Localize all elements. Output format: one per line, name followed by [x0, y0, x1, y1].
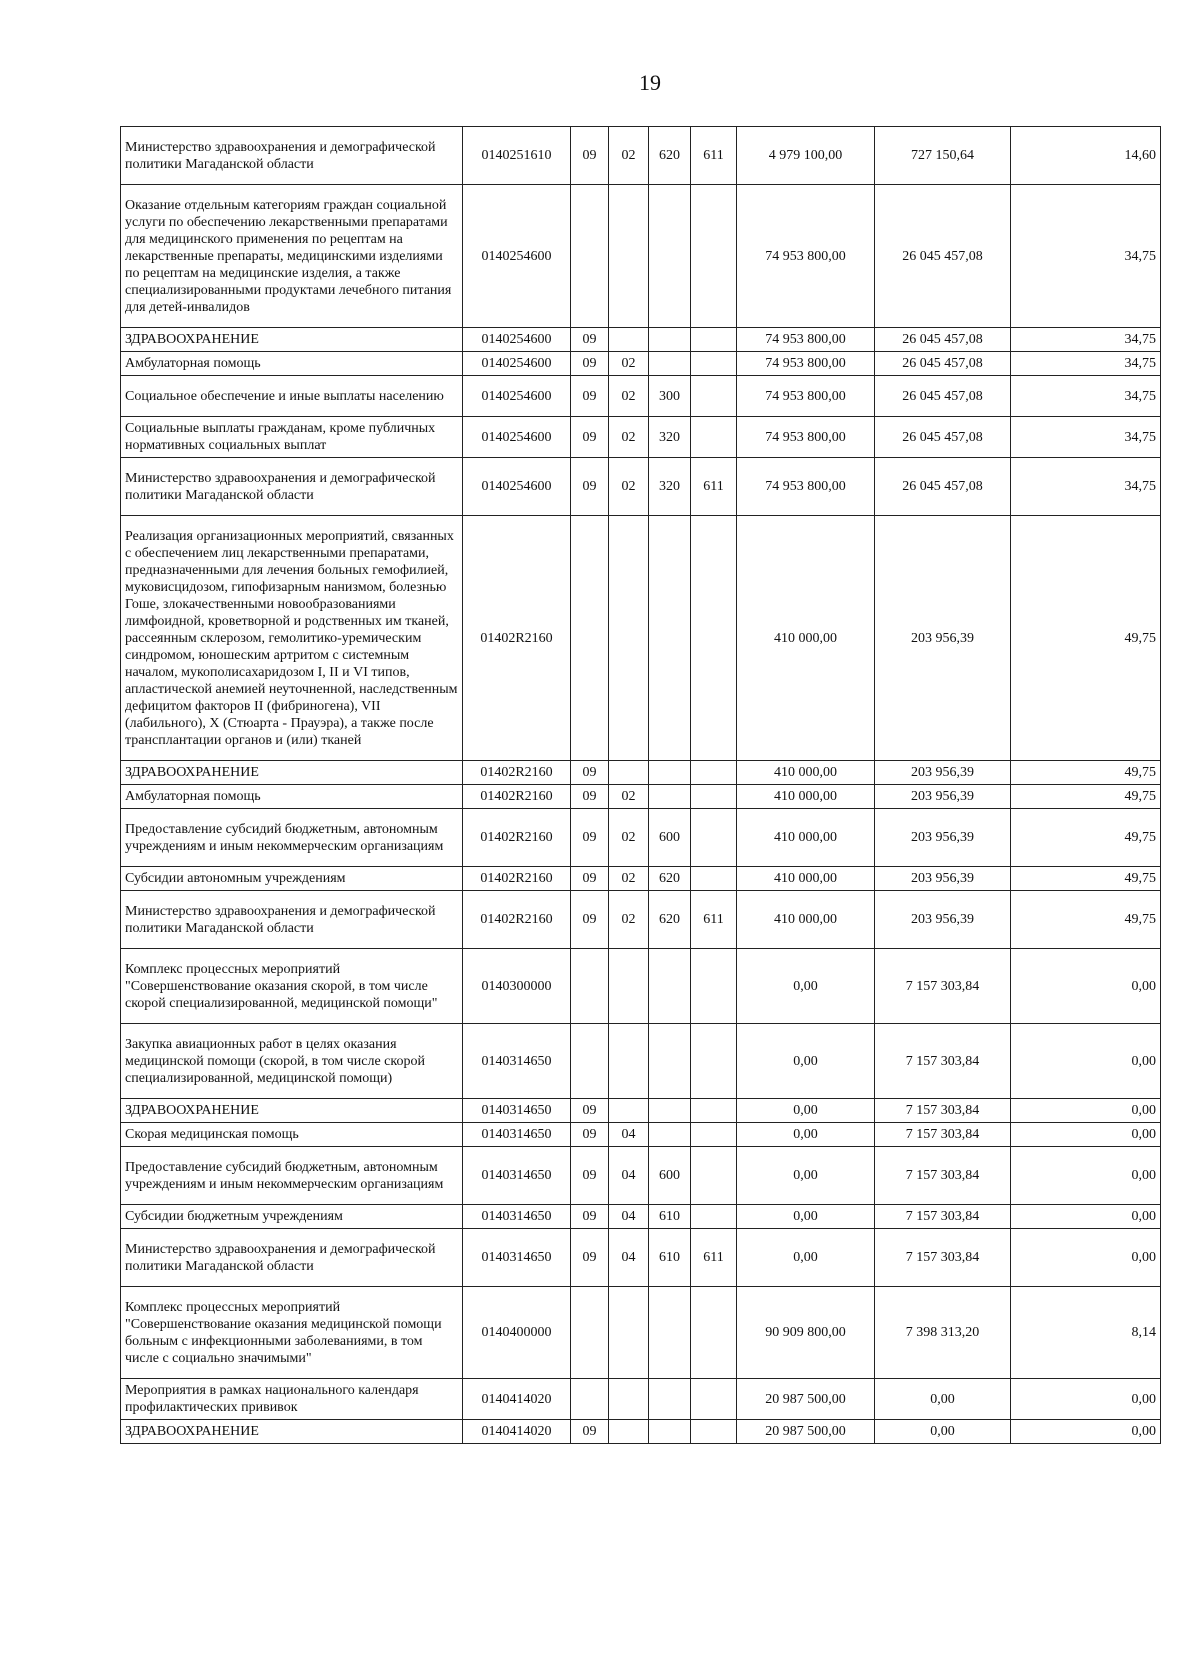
plan-amount: 20 987 500,00 [737, 1379, 875, 1420]
table-row [121, 458, 1161, 516]
execution-percent: 0,00 [1011, 1123, 1161, 1147]
section-code [571, 1024, 609, 1099]
grbs-code [691, 809, 737, 867]
execution-percent: 0,00 [1011, 1205, 1161, 1229]
subsection-code: 04 [609, 1205, 649, 1229]
section-code: 09 [571, 785, 609, 809]
execution-percent: 49,75 [1011, 891, 1161, 949]
row-name: Министерство здравоохранения и демографической политики Магаданской области [121, 1229, 463, 1287]
grbs-code: 611 [691, 458, 737, 516]
section-code [571, 516, 609, 761]
executed-amount: 7 157 303,84 [875, 1205, 1011, 1229]
grbs-code [691, 949, 737, 1024]
row-name: Реализация организационных мероприятий, связанных с обеспечением лиц лекарственными препаратами, предназначенными для лечения больных гемофилией, муковисцидозом, гипофизарным нанизмом, болезнью Гоше, злокачественными новообразованиями лимфоидной, кроветворной и родственных им тканей, рассеянным склерозом, гемолитико-уремическим синдромом, юношеским артритом с системным началом, мукополисахаридозом I, II и VI типов, апластической анемией неуточненной, наследственным дефицитом факторов II (фибриногена), VII (лабильного), X (Стюарта - Прауэра), а также после трансплантации органов и (или) тканей [121, 516, 463, 761]
subsection-code: 02 [609, 458, 649, 516]
section-code [571, 1379, 609, 1420]
section-code: 09 [571, 809, 609, 867]
target-article-code: 0140314650 [463, 1024, 571, 1099]
expense-type-code [649, 1123, 691, 1147]
target-article-code: 0140254600 [463, 376, 571, 417]
section-code: 09 [571, 352, 609, 376]
table-row [121, 809, 1161, 867]
expense-type-code: 320 [649, 458, 691, 516]
section-code: 09 [571, 761, 609, 785]
table-row [121, 1147, 1161, 1205]
execution-percent: 49,75 [1011, 867, 1161, 891]
target-article-code: 0140254600 [463, 417, 571, 458]
row-name: Предоставление субсидий бюджетным, автономным учреждениям и иным некоммерческим организациям [121, 809, 463, 867]
subsection-code: 02 [609, 809, 649, 867]
expense-type-code [649, 1099, 691, 1123]
execution-percent: 49,75 [1011, 761, 1161, 785]
page-number: 19 [639, 70, 661, 95]
executed-amount: 26 045 457,08 [875, 417, 1011, 458]
plan-amount: 0,00 [737, 1229, 875, 1287]
executed-amount: 0,00 [875, 1379, 1011, 1420]
grbs-code: 611 [691, 127, 737, 185]
section-code: 09 [571, 1099, 609, 1123]
plan-amount: 74 953 800,00 [737, 417, 875, 458]
grbs-code [691, 1099, 737, 1123]
expense-type-code [649, 1024, 691, 1099]
target-article-code: 0140254600 [463, 352, 571, 376]
expense-type-code [649, 761, 691, 785]
grbs-code [691, 1024, 737, 1099]
plan-amount: 0,00 [737, 1024, 875, 1099]
grbs-code [691, 1287, 737, 1379]
target-article-code: 0140254600 [463, 185, 571, 328]
expense-type-code: 610 [649, 1205, 691, 1229]
target-article-code: 0140254600 [463, 328, 571, 352]
plan-amount: 0,00 [737, 1205, 875, 1229]
target-article-code: 0140414020 [463, 1379, 571, 1420]
plan-amount: 74 953 800,00 [737, 458, 875, 516]
grbs-code [691, 185, 737, 328]
executed-amount: 7 157 303,84 [875, 949, 1011, 1024]
table-row [121, 1287, 1161, 1379]
row-name: ЗДРАВООХРАНЕНИЕ [121, 1420, 463, 1444]
subsection-code [609, 1024, 649, 1099]
plan-amount: 410 000,00 [737, 785, 875, 809]
target-article-code: 0140314650 [463, 1205, 571, 1229]
execution-percent: 0,00 [1011, 1099, 1161, 1123]
executed-amount: 26 045 457,08 [875, 352, 1011, 376]
executed-amount: 203 956,39 [875, 761, 1011, 785]
execution-percent: 0,00 [1011, 949, 1161, 1024]
executed-amount: 26 045 457,08 [875, 328, 1011, 352]
table-row [121, 761, 1161, 785]
subsection-code [609, 516, 649, 761]
row-name: Министерство здравоохранения и демографической политики Магаданской области [121, 891, 463, 949]
section-code [571, 185, 609, 328]
expense-type-code: 600 [649, 1147, 691, 1205]
table-row [121, 949, 1161, 1024]
subsection-code [609, 1379, 649, 1420]
executed-amount: 7 398 313,20 [875, 1287, 1011, 1379]
target-article-code: 0140414020 [463, 1420, 571, 1444]
row-name: Предоставление субсидий бюджетным, автономным учреждениям и иным некоммерческим организациям [121, 1147, 463, 1205]
subsection-code [609, 761, 649, 785]
subsection-code: 02 [609, 376, 649, 417]
grbs-code [691, 1123, 737, 1147]
plan-amount: 410 000,00 [737, 761, 875, 785]
row-name: Министерство здравоохранения и демографической политики Магаданской области [121, 458, 463, 516]
expense-type-code: 620 [649, 127, 691, 185]
executed-amount: 727 150,64 [875, 127, 1011, 185]
executed-amount: 26 045 457,08 [875, 376, 1011, 417]
section-code: 09 [571, 458, 609, 516]
executed-amount: 7 157 303,84 [875, 1099, 1011, 1123]
executed-amount: 203 956,39 [875, 516, 1011, 761]
target-article-code: 0140254600 [463, 458, 571, 516]
subsection-code [609, 1287, 649, 1379]
executed-amount: 7 157 303,84 [875, 1123, 1011, 1147]
section-code: 09 [571, 1229, 609, 1287]
execution-percent: 0,00 [1011, 1229, 1161, 1287]
subsection-code: 02 [609, 785, 649, 809]
executed-amount: 203 956,39 [875, 867, 1011, 891]
plan-amount: 410 000,00 [737, 891, 875, 949]
table-row [121, 352, 1161, 376]
grbs-code [691, 1147, 737, 1205]
execution-percent: 34,75 [1011, 417, 1161, 458]
execution-percent: 8,14 [1011, 1287, 1161, 1379]
executed-amount: 7 157 303,84 [875, 1024, 1011, 1099]
subsection-code: 04 [609, 1123, 649, 1147]
section-code: 09 [571, 867, 609, 891]
budget-table [120, 126, 1161, 1444]
target-article-code: 01402R2160 [463, 785, 571, 809]
subsection-code [609, 185, 649, 328]
row-name: Скорая медицинская помощь [121, 1123, 463, 1147]
expense-type-code [649, 352, 691, 376]
plan-amount: 0,00 [737, 1147, 875, 1205]
table-row [121, 1205, 1161, 1229]
section-code [571, 949, 609, 1024]
section-code: 09 [571, 1205, 609, 1229]
row-name: Оказание отдельным категориям граждан социальной услуги по обеспечению лекарственными препаратами для медицинского применения по рецептам на лекарственные препараты, медицинскими изделиями по рецептам на медицинские изделия, а также специализированными продуктами лечебного питания для детей-инвалидов [121, 185, 463, 328]
row-name: Министерство здравоохранения и демографической политики Магаданской области [121, 127, 463, 185]
section-code: 09 [571, 1123, 609, 1147]
grbs-code [691, 328, 737, 352]
expense-type-code: 620 [649, 867, 691, 891]
target-article-code: 01402R2160 [463, 891, 571, 949]
section-code: 09 [571, 127, 609, 185]
table-row [121, 417, 1161, 458]
expense-type-code [649, 1379, 691, 1420]
table-row [121, 867, 1161, 891]
executed-amount: 203 956,39 [875, 809, 1011, 867]
subsection-code [609, 949, 649, 1024]
plan-amount: 410 000,00 [737, 867, 875, 891]
grbs-code [691, 417, 737, 458]
row-name: Субсидии автономным учреждениям [121, 867, 463, 891]
section-code [571, 1287, 609, 1379]
table-row [121, 328, 1161, 352]
execution-percent: 34,75 [1011, 328, 1161, 352]
expense-type-code: 300 [649, 376, 691, 417]
expense-type-code: 320 [649, 417, 691, 458]
section-code: 09 [571, 891, 609, 949]
grbs-code [691, 867, 737, 891]
table-row [121, 785, 1161, 809]
subsection-code [609, 1420, 649, 1444]
row-name: ЗДРАВООХРАНЕНИЕ [121, 1099, 463, 1123]
execution-percent: 14,60 [1011, 127, 1161, 185]
execution-percent: 34,75 [1011, 352, 1161, 376]
plan-amount: 0,00 [737, 1123, 875, 1147]
execution-percent: 49,75 [1011, 516, 1161, 761]
table-row [121, 516, 1161, 761]
target-article-code: 0140300000 [463, 949, 571, 1024]
subsection-code: 04 [609, 1147, 649, 1205]
plan-amount: 74 953 800,00 [737, 328, 875, 352]
execution-percent: 34,75 [1011, 376, 1161, 417]
row-name: Закупка авиационных работ в целях оказания медицинской помощи (скорой, в том числе скорой специализированной, медицинской помощи) [121, 1024, 463, 1099]
row-name: Социальные выплаты гражданам, кроме публичных нормативных социальных выплат [121, 417, 463, 458]
row-name: Амбулаторная помощь [121, 352, 463, 376]
plan-amount: 4 979 100,00 [737, 127, 875, 185]
grbs-code [691, 785, 737, 809]
executed-amount: 0,00 [875, 1420, 1011, 1444]
grbs-code [691, 1420, 737, 1444]
target-article-code: 0140251610 [463, 127, 571, 185]
plan-amount: 74 953 800,00 [737, 376, 875, 417]
section-code: 09 [571, 328, 609, 352]
row-name: ЗДРАВООХРАНЕНИЕ [121, 761, 463, 785]
execution-percent: 0,00 [1011, 1379, 1161, 1420]
target-article-code: 0140314650 [463, 1123, 571, 1147]
subsection-code: 04 [609, 1229, 649, 1287]
target-article-code: 0140314650 [463, 1099, 571, 1123]
execution-percent: 0,00 [1011, 1420, 1161, 1444]
subsection-code: 02 [609, 352, 649, 376]
table-body [121, 127, 1161, 1444]
subsection-code [609, 328, 649, 352]
plan-amount: 410 000,00 [737, 516, 875, 761]
plan-amount: 74 953 800,00 [737, 185, 875, 328]
grbs-code [691, 516, 737, 761]
expense-type-code [649, 1287, 691, 1379]
target-article-code: 01402R2160 [463, 516, 571, 761]
expense-type-code [649, 785, 691, 809]
row-name: Амбулаторная помощь [121, 785, 463, 809]
plan-amount: 90 909 800,00 [737, 1287, 875, 1379]
table-row [121, 1229, 1161, 1287]
expense-type-code [649, 516, 691, 761]
grbs-code [691, 1205, 737, 1229]
row-name: Социальное обеспечение и иные выплаты населению [121, 376, 463, 417]
plan-amount: 74 953 800,00 [737, 352, 875, 376]
table-row [121, 1024, 1161, 1099]
execution-percent: 34,75 [1011, 185, 1161, 328]
table-row [121, 1420, 1161, 1444]
section-code: 09 [571, 1147, 609, 1205]
executed-amount: 26 045 457,08 [875, 185, 1011, 328]
executed-amount: 203 956,39 [875, 785, 1011, 809]
table-row [121, 1123, 1161, 1147]
expense-type-code: 610 [649, 1229, 691, 1287]
target-article-code: 0140314650 [463, 1147, 571, 1205]
target-article-code: 0140400000 [463, 1287, 571, 1379]
table-row [121, 1379, 1161, 1420]
expense-type-code [649, 185, 691, 328]
execution-percent: 49,75 [1011, 809, 1161, 867]
executed-amount: 203 956,39 [875, 891, 1011, 949]
execution-percent: 49,75 [1011, 785, 1161, 809]
section-code: 09 [571, 417, 609, 458]
table-row [121, 185, 1161, 328]
execution-percent: 0,00 [1011, 1147, 1161, 1205]
executed-amount: 7 157 303,84 [875, 1147, 1011, 1205]
row-name: Комплекс процессных мероприятий "Совершенствование оказания медицинской помощи больным с инфекционными заболеваниями, в том числе с социально значимыми" [121, 1287, 463, 1379]
expense-type-code: 620 [649, 891, 691, 949]
plan-amount: 0,00 [737, 949, 875, 1024]
grbs-code [691, 761, 737, 785]
row-name: Субсидии бюджетным учреждениям [121, 1205, 463, 1229]
subsection-code: 02 [609, 127, 649, 185]
row-name: ЗДРАВООХРАНЕНИЕ [121, 328, 463, 352]
expense-type-code [649, 328, 691, 352]
expense-type-code [649, 949, 691, 1024]
section-code: 09 [571, 376, 609, 417]
section-code: 09 [571, 1420, 609, 1444]
plan-amount: 410 000,00 [737, 809, 875, 867]
executed-amount: 7 157 303,84 [875, 1229, 1011, 1287]
plan-amount: 0,00 [737, 1099, 875, 1123]
subsection-code [609, 1099, 649, 1123]
expense-type-code [649, 1420, 691, 1444]
table-row [121, 1099, 1161, 1123]
target-article-code: 01402R2160 [463, 761, 571, 785]
execution-percent: 34,75 [1011, 458, 1161, 516]
grbs-code: 611 [691, 891, 737, 949]
execution-percent: 0,00 [1011, 1024, 1161, 1099]
table-row [121, 376, 1161, 417]
target-article-code: 01402R2160 [463, 809, 571, 867]
plan-amount: 20 987 500,00 [737, 1420, 875, 1444]
target-article-code: 0140314650 [463, 1229, 571, 1287]
target-article-code: 01402R2160 [463, 867, 571, 891]
grbs-code [691, 1379, 737, 1420]
subsection-code: 02 [609, 417, 649, 458]
row-name: Мероприятия в рамках национального календаря профилактических прививок [121, 1379, 463, 1420]
expense-type-code: 600 [649, 809, 691, 867]
row-name: Комплекс процессных мероприятий "Совершенствование оказания скорой, в том числе скорой специализированной, медицинской помощи" [121, 949, 463, 1024]
table-row [121, 891, 1161, 949]
executed-amount: 26 045 457,08 [875, 458, 1011, 516]
subsection-code: 02 [609, 891, 649, 949]
grbs-code [691, 376, 737, 417]
grbs-code: 611 [691, 1229, 737, 1287]
table-row [121, 127, 1161, 185]
grbs-code [691, 352, 737, 376]
subsection-code: 02 [609, 867, 649, 891]
